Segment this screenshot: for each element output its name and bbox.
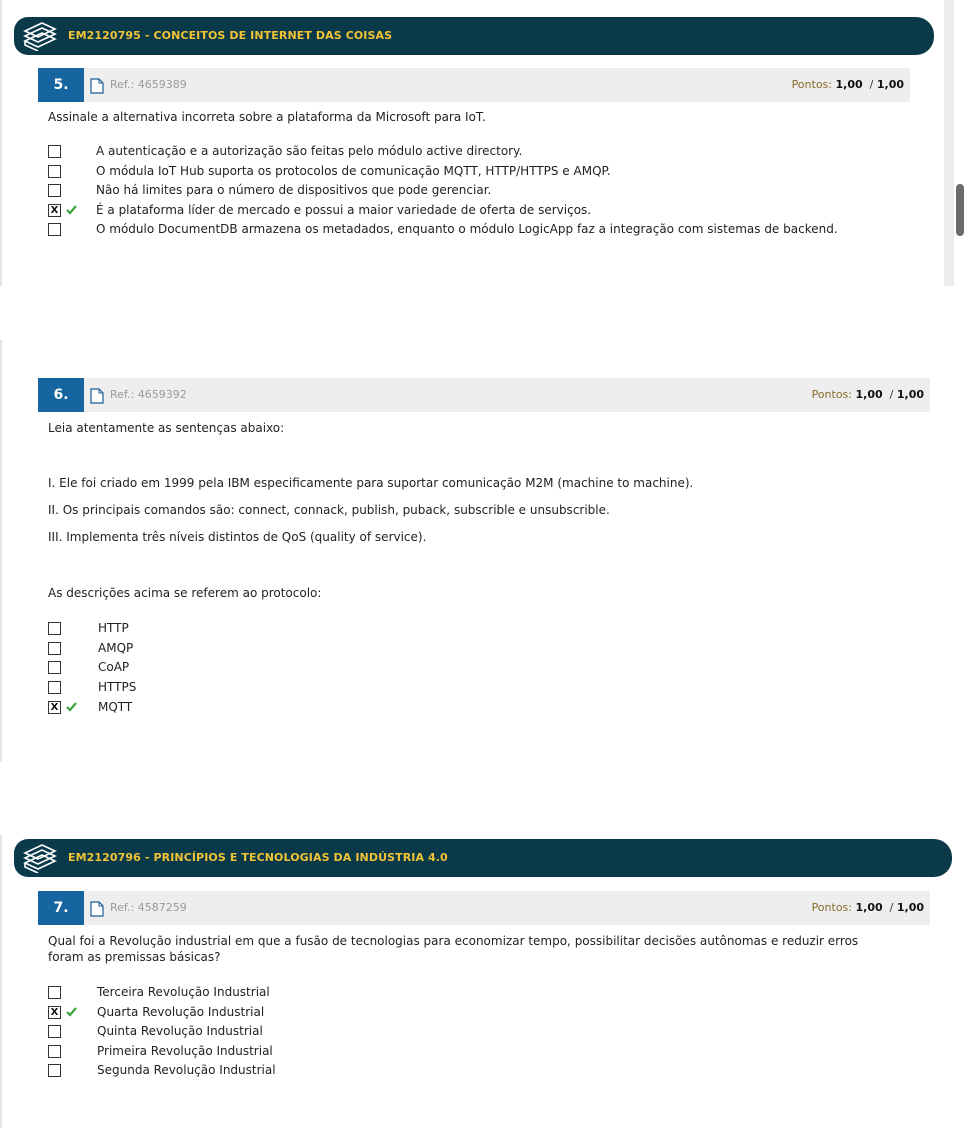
option-checkbox[interactable] bbox=[48, 661, 61, 674]
scrollbar-track[interactable] bbox=[944, 0, 954, 286]
sentence-3: III. Implementa três níveis distintos de QoS (quality of service). bbox=[48, 530, 427, 544]
sentence-1: I. Ele foi criado em 1999 pela IBM especificamente para suportar comunicação M2M (machine to machine). bbox=[48, 476, 694, 490]
question-number: 6. bbox=[38, 378, 84, 412]
question-ref: Ref.: 4587259 bbox=[110, 901, 187, 914]
question-ref: Ref.: 4659389 bbox=[110, 78, 187, 91]
option-checkbox[interactable] bbox=[48, 145, 61, 158]
option-label: CoAP bbox=[98, 660, 130, 674]
option-label: HTTPS bbox=[98, 680, 137, 694]
option-checkbox[interactable] bbox=[48, 642, 61, 655]
option-checkbox[interactable] bbox=[48, 184, 61, 197]
option-label: O módulo DocumentDB armazena os metadados, enquanto o módulo LogicApp faz a integração com sistemas de backend. bbox=[96, 222, 838, 236]
question-statement: As descrições acima se referem ao protocolo: bbox=[48, 586, 322, 600]
document-icon[interactable] bbox=[90, 388, 104, 404]
option-label: Quinta Revolução Industrial bbox=[97, 1024, 263, 1038]
option-checkbox[interactable] bbox=[48, 1045, 61, 1058]
question-ref: Ref.: 4659392 bbox=[110, 388, 187, 401]
option-label: Quarta Revolução Industrial bbox=[97, 1005, 265, 1019]
question-header bbox=[38, 891, 930, 925]
panel-edge-left bbox=[0, 835, 2, 1128]
sentence-2: II. Os principais comandos são: connect, connack, publish, puback, subscrible e unsubscrible. bbox=[48, 503, 610, 517]
correct-check-icon bbox=[66, 205, 77, 215]
option-checkbox[interactable]: X bbox=[48, 701, 61, 714]
question-header bbox=[38, 378, 930, 412]
option-checkbox[interactable]: X bbox=[48, 1006, 61, 1019]
option-checkbox[interactable] bbox=[48, 681, 61, 694]
question-statement: Assinale a alternativa incorreta sobre a plataforma da Microsoft para IoT. bbox=[48, 110, 486, 124]
scrollbar-thumb[interactable] bbox=[956, 184, 964, 236]
option-label: Segunda Revolução Industrial bbox=[97, 1063, 276, 1077]
option-label: Terceira Revolução Industrial bbox=[97, 985, 270, 999]
correct-check-icon bbox=[66, 702, 77, 712]
question-header bbox=[38, 68, 910, 102]
option-label: HTTP bbox=[98, 621, 129, 635]
discipline-title: EM2120796 - PRINCÍPIOS E TECNOLOGIAS DA INDÚSTRIA 4.0 bbox=[68, 851, 448, 864]
option-checkbox[interactable] bbox=[48, 1025, 61, 1038]
discipline-title: EM2120795 - CONCEITOS DE INTERNET DAS COISAS bbox=[68, 29, 393, 42]
question-points: Pontos: 1,00 / 1,00 bbox=[811, 388, 924, 401]
option-checkbox[interactable] bbox=[48, 165, 61, 178]
option-checkbox[interactable] bbox=[48, 986, 61, 999]
question-number: 5. bbox=[38, 68, 84, 102]
books-icon bbox=[22, 21, 58, 51]
option-label: MQTT bbox=[98, 700, 133, 714]
document-icon[interactable] bbox=[90, 901, 104, 917]
correct-check-icon bbox=[66, 1007, 77, 1017]
question-statement-line1: Qual foi a Revolução industrial em que a fusão de tecnologias para economizar tempo, possibilitar decisões autônomas e reduzir erros bbox=[48, 934, 859, 948]
option-label: O módula IoT Hub suporta os protocolos de comunicação MQTT, HTTP/HTTPS e AMQP. bbox=[96, 164, 611, 178]
option-label: Primeira Revolução Industrial bbox=[97, 1044, 273, 1058]
document-icon[interactable] bbox=[90, 78, 104, 94]
option-checkbox[interactable] bbox=[48, 622, 61, 635]
question-intro: Leia atentamente as sentenças abaixo: bbox=[48, 421, 285, 435]
question-points: Pontos: 1,00 / 1,00 bbox=[811, 901, 924, 914]
question-number: 7. bbox=[38, 891, 84, 925]
option-checkbox[interactable] bbox=[48, 1064, 61, 1077]
question-points: Pontos: 1,00 / 1,00 bbox=[791, 78, 904, 91]
books-icon bbox=[22, 843, 58, 873]
panel-edge-left bbox=[0, 340, 2, 762]
discipline-header bbox=[14, 17, 934, 55]
discipline-header bbox=[14, 839, 952, 877]
option-label: A autenticação e a autorização são feitas pelo módulo active directory. bbox=[96, 144, 523, 158]
option-checkbox[interactable] bbox=[48, 223, 61, 236]
option-label: Não há limites para o número de dispositivos que pode gerenciar. bbox=[96, 183, 492, 197]
question-statement-line2: foram as premissas básicas? bbox=[48, 950, 221, 964]
panel-edge-left bbox=[0, 0, 2, 286]
option-checkbox[interactable]: X bbox=[48, 204, 61, 217]
option-label: AMQP bbox=[98, 641, 134, 655]
option-label: É a plataforma líder de mercado e possui a maior variedade de oferta de serviços. bbox=[96, 203, 592, 217]
